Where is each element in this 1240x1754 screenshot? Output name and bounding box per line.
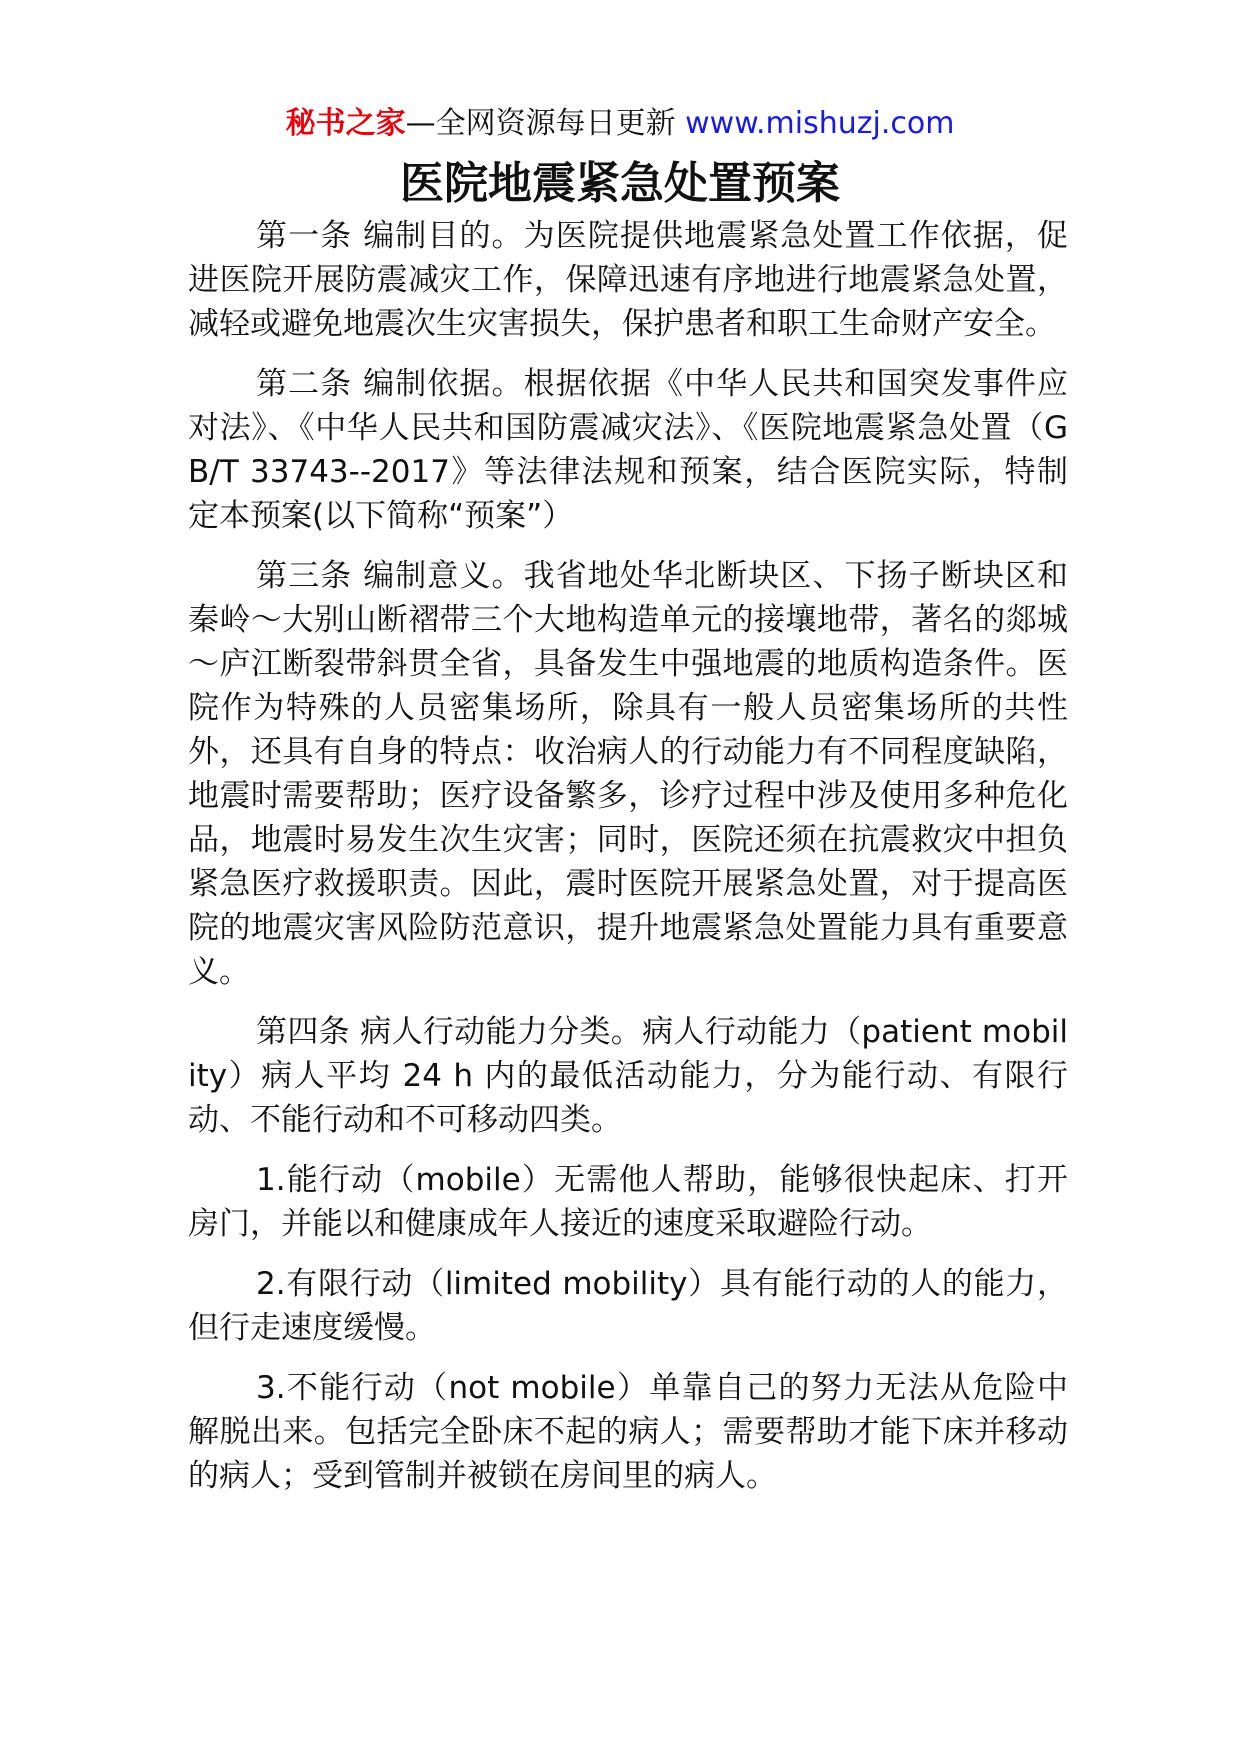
site-header (0, 104, 1240, 144)
document-title: 医院地震紧急处置预案 (400, 158, 840, 209)
site-url-link[interactable]: www.mishuzj.com (685, 106, 955, 141)
document-body (188, 214, 1068, 1514)
article-4-paragraph: 第四条 病人行动能力分类。病人行动能力（patient mobility）病人平均 24 h 内的最低活动能力，分为能行动、有限行动、不能行动和不可移动四类。 (188, 1014, 1068, 1138)
article-2-paragraph: 第二条 编制依据。根据依据《中华人民共和国突发事件应对法》、《中华人民共和国防震减灾法》、《医院地震紧急处置（GB/T 33743--2017》等法律法规和预案，结合医院实际，特制定本预案(以下简称“预案”） (188, 366, 1068, 534)
mobility-item-1: 1.能行动（mobile）无需他人帮助，能够很快起床、打开房门，并能以和健康成年人接近的速度采取避险行动。 (188, 1162, 1068, 1242)
brand-name: 秘书之家 (285, 106, 406, 141)
header-tagline: —全网资源每日更新 (405, 106, 686, 141)
article-1-paragraph: 第一条 编制目的。为医院提供地震紧急处置工作依据，促进医院开展防震减灾工作，保障迅速有序地进行地震紧急处置，减轻或避免地震次生灾害损失，保护患者和职工生命财产安全。 (188, 218, 1068, 342)
article-3-paragraph: 第三条 编制意义。我省地处华北断块区、下扬子断块区和秦岭～大别山断褶带三个大地构造单元的接壤地带，著名的郯城～庐江断裂带斜贯全省，具备发生中强地震的地质构造条件。医院作为特殊的人员密集场所，除具有一般人员密集场所的共性外，还具有自身的特点：收治病人的行动能力有不同程度缺陷，地震时需要帮助；医疗设备繁多，诊疗过程中涉及使用多种危化品，地震时易发生次生灾害；同时，医院还须在抗震救灾中担负紧急医疗救援职责。因此，震时医院开展紧急处置，对于提高医院的地震灾害风险防范意识，提升地震紧急处置能力具有重要意义。 (188, 558, 1068, 990)
mobility-item-3: 3.不能行动（not mobile）单靠自己的努力无法从危险中解脱出来。包括完全卧床不起的病人；需要帮助才能下床并移动的病人；受到管制并被锁在房间里的病人。 (188, 1370, 1068, 1494)
mobility-item-2: 2.有限行动（limited mobility）具有能行动的人的能力，但行走速度缓慢。 (188, 1266, 1068, 1346)
